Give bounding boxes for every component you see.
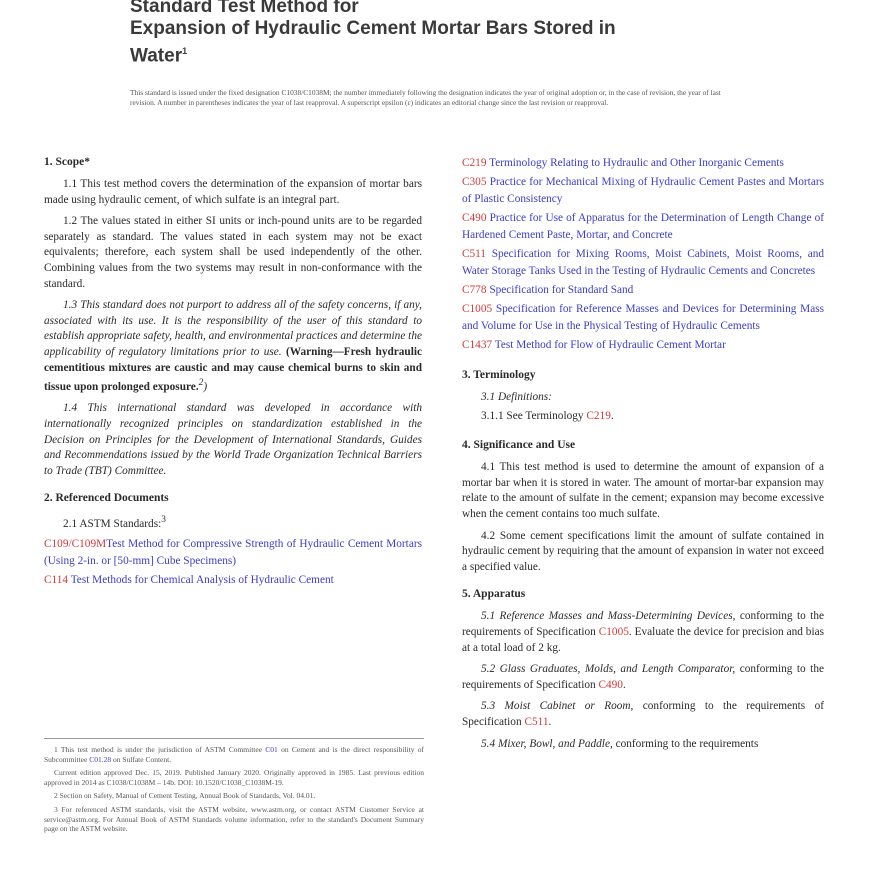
section-2-heading: 2. Referenced Documents: [44, 492, 169, 505]
footnotes: [44, 738, 424, 838]
footnote-1-edition: Current edition approved Dec. 15, 2019. Published January 2020. Originally approved in 1985. Last previous edition approved in 2014 as C1038/C1038M – 14b. DOI: 10.1520/C1038_C1038M-19.: [44, 768, 424, 787]
section-3-heading: 3. Terminology: [462, 369, 536, 381]
paragraph-3-1-1: 3.1.1 See Terminology C219.: [481, 409, 614, 422]
reference-item[interactable]: C511 Specification for Mixing Rooms, Moist Cabinets, Moist Rooms, and Water Storage Tanks Used in the Testing of Hydraulic Cements and Concretes: [462, 248, 825, 277]
reference-item[interactable]: C1437 Test Method for Flow of Hydraulic Cement Mortar: [462, 339, 726, 351]
paragraph-1-3: 1.3 This standard does not purport to address all of the safety concerns, if any, associated with its use. It is the responsibility of the user of this standard to establish appropriate safety, health, and environmental practices and determine the applicability of regulatory limitations prior to use. (Warning—Fresh hydraulic cementitious mixtures are caustic and may cause chemical burns to skin and tissue upon prolonged exposure.$^2$): [44, 299, 422, 393]
footnote-3: 3 For referenced ASTM standards, visit the ASTM website, www.astm.org, or contact ASTM Customer Service at service@astm.org. For Annual Book of ASTM Standards volume information, refer to the standard's Document Summary page on the ASTM website.: [44, 804, 424, 834]
reference-item[interactable]: C219 Terminology Relating to Hydraulic and Other Inorganic Cements: [462, 157, 784, 169]
title-line-2: Expansion of Hydraulic Cement Mortar Bars Stored in: [130, 18, 616, 39]
reference-item[interactable]: C1005 Specification for Reference Masses and Devices for Determining Mass and Volume for Use in the Physical Testing of Hydraulic Cements: [462, 303, 824, 332]
paragraph-1-1: 1.1 This test method covers the determination of the expansion of mortar bars made using hydraulic cement, of which sulfate is an integral part.: [44, 178, 422, 206]
section-1-heading: 1. Scope*: [44, 156, 90, 168]
left-column: [44, 155, 422, 591]
paragraph-3-1: 3.1 Definitions:: [481, 391, 552, 403]
terminology-link[interactable]: C219: [586, 409, 611, 422]
reference-item[interactable]: C305 Practice for Mechanical Mixing of Hydraulic Cement Pastes and Mortars of Plastic Consistency: [462, 176, 824, 205]
spec-link-c1005[interactable]: C1005: [598, 625, 629, 638]
paragraph-5-3: 5.3 Moist Cabinet or Room, conforming to the requirements of Specification C511.: [462, 700, 824, 728]
spec-link-c490[interactable]: C490: [598, 678, 623, 691]
right-column: [462, 155, 824, 758]
paragraph-4-1: 4.1 This test method is used to determine the amount of expansion of a mortar bar when it is stored in water. The amount of mortar-bar expansion may relate to the amount of sulfate in the cement; expansion may become excessive when the cement contains too much sulfate.: [462, 461, 824, 520]
paragraph-2-1: 2.1 ASTM Standards:$^3$: [63, 515, 166, 531]
paragraph-1-4: 1.4 This international standard was developed in accordance with internationally recognized principles on standardization established in the Decision on Principles for the Development of International Standards, Guides and Recommendations issued by the World Trade Organization Technical Barriers to Trade (TBT) Committee.: [44, 402, 422, 477]
document-title: [130, 0, 750, 67]
section-5-heading: 5. Apparatus: [462, 588, 526, 601]
referenced-documents-left: [44, 536, 422, 589]
paragraph-1-2: 1.2 The values stated in either SI units or inch-pound units are to be regarded separately as standard. The values stated in each system may not be exact equivalents; therefore, each system shall be used independently of the other. Combining values from the two systems may result in non-conformance with the standard.: [44, 215, 422, 290]
title-line-1: Standard Test Method for: [130, 0, 359, 17]
section-4-heading: 4. Significance and Use: [462, 439, 576, 452]
paragraph-4-2: 4.2 Some cement specifications limit the amount of sulfate contained in hydraulic cement by requiring that the amount of expansion in water not exceed a specified value.: [462, 529, 824, 573]
title-line-3: Water$^1$: [130, 45, 188, 67]
reference-item[interactable]: C109/C109MTest Method for Compressive Strength of Hydraulic Cement Mortars (Using 2-in. or [50-mm] Cube Specimens): [44, 537, 422, 567]
footnote-1: 1 This test method is under the jurisdiction of ASTM Committee C01 on Cement and is the direct responsibility of Subcommittee C01.28 on Sulfate Content.: [44, 745, 424, 764]
reference-item[interactable]: C114 Test Methods for Chemical Analysis of Hydraulic Cement: [44, 573, 334, 586]
paragraph-5-4: 5.4 Mixer, Bowl, and Paddle, conforming to the requirements: [481, 737, 759, 750]
referenced-documents-right: [462, 155, 824, 354]
paragraph-5-2: 5.2 Glass Graduates, Molds, and Length Comparator, conforming to the requirements of Specification C490.: [462, 663, 824, 691]
designation-note: This standard is issued under the fixed designation C1038/C1038M; the number immediately following the designation indicates the year of original adoption or, in the case of revision, the year of last revision. A number in parentheses indicates the year of last reapproval. A superscript epsilon (ε) indicates an editorial change since the last revision or reapproval.: [130, 88, 721, 107]
reference-item[interactable]: C778 Specification for Standard Sand: [462, 284, 634, 296]
paragraph-5-1: 5.1 Reference Masses and Mass-Determining Devices, conforming to the requirements of Specification C1005. Evaluate the device for precision and bias at a total load of 2 kg.: [462, 610, 824, 654]
spec-link-c511[interactable]: C511: [524, 715, 549, 728]
reference-item[interactable]: C490 Practice for Use of Apparatus for the Determination of Length Change of Hardened Cement Paste, Mortar, and Concrete: [462, 212, 825, 241]
footnote-2: 2 Section on Safety, Manual of Cement Testing, Annual Book of Standards, Vol. 04.01.: [54, 791, 316, 801]
